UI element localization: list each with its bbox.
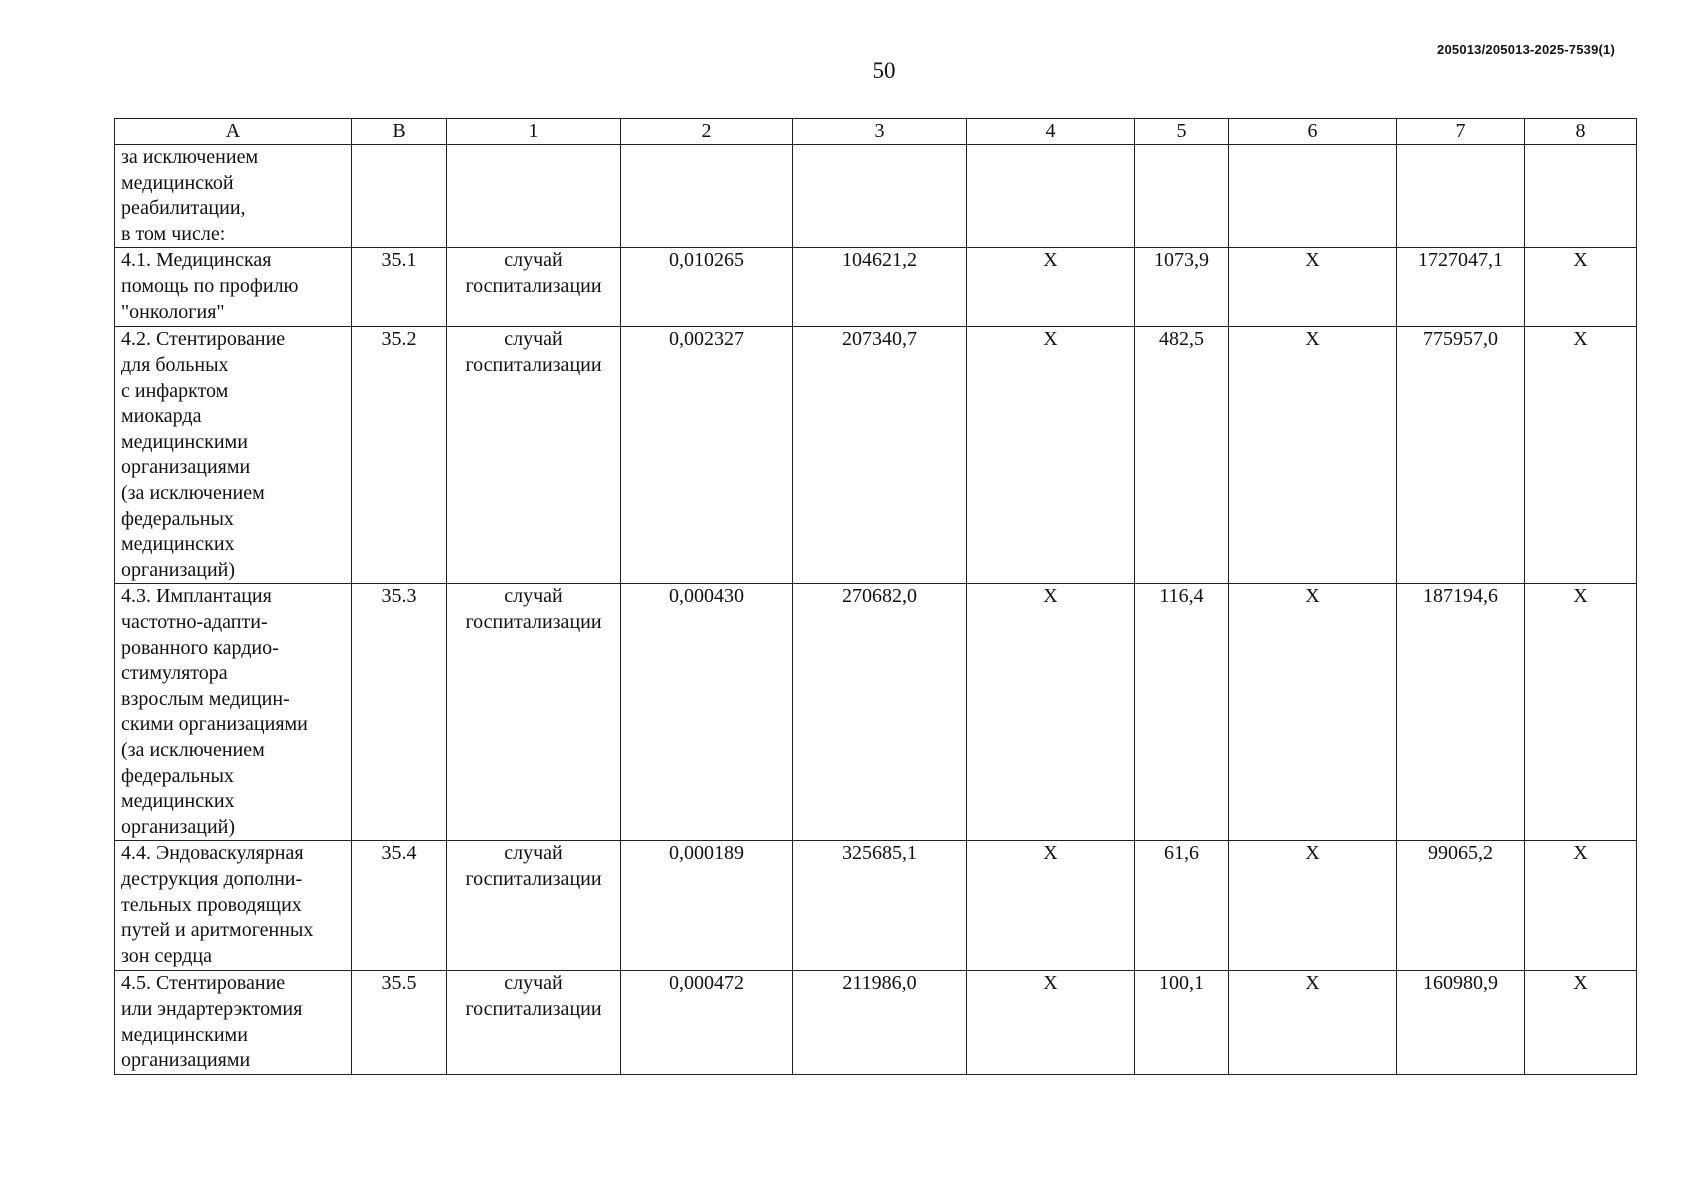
value-cell-6: Х <box>1229 327 1397 584</box>
value-cell-7: 187194,6 <box>1397 584 1525 841</box>
value-cell-4: Х <box>967 248 1135 327</box>
row-code-cell: 35.4 <box>352 841 447 971</box>
unit-cell: случай госпитализации <box>447 584 621 841</box>
value-cell-3 <box>793 145 967 248</box>
unit-cell: случай госпитализации <box>447 327 621 584</box>
value-cell-2: 0,000189 <box>621 841 793 971</box>
page-number: 50 <box>872 58 896 83</box>
value-cell-3: 104621,2 <box>793 248 967 327</box>
value-cell-7: 775957,0 <box>1397 327 1525 584</box>
table-row <box>115 248 1637 327</box>
row-code-cell: 35.2 <box>352 327 447 584</box>
unit-cell: случай госпитализации <box>447 841 621 971</box>
header-row <box>115 119 1637 145</box>
value-cell-3: 207340,7 <box>793 327 967 584</box>
value-cell-3: 325685,1 <box>793 841 967 971</box>
value-cell-6: Х <box>1229 841 1397 971</box>
table-row <box>115 841 1637 971</box>
value-cell-5: 100,1 <box>1135 971 1229 1075</box>
row-name-cell: 4.2. Стентирование для больных с инфарктом миокарда медицинскими организациями (за исключением федеральных медицинских организаций) <box>115 327 352 584</box>
value-cell-2: 0,010265 <box>621 248 793 327</box>
header-col-7: 7 <box>1397 119 1525 145</box>
header-col-8: 8 <box>1525 119 1637 145</box>
value-cell-8: Х <box>1525 327 1637 584</box>
value-cell-6: Х <box>1229 248 1397 327</box>
value-cell-8: Х <box>1525 841 1637 971</box>
table-row <box>115 327 1637 584</box>
value-cell-5: 1073,9 <box>1135 248 1229 327</box>
row-code-cell: 35.3 <box>352 584 447 841</box>
value-cell-7: 1727047,1 <box>1397 248 1525 327</box>
value-cell-2: 0,000430 <box>621 584 793 841</box>
value-cell-5: 482,5 <box>1135 327 1229 584</box>
value-cell-8: Х <box>1525 248 1637 327</box>
value-cell-2 <box>621 145 793 248</box>
header-col-5: 5 <box>1135 119 1229 145</box>
header-col-a: А <box>115 119 352 145</box>
value-cell-4: Х <box>967 841 1135 971</box>
document-code: 205013/205013-2025-7539(1) <box>1437 42 1615 57</box>
row-code-cell: 35.5 <box>352 971 447 1075</box>
value-cell-4: Х <box>967 327 1135 584</box>
header-col-4: 4 <box>967 119 1135 145</box>
value-cell-4: Х <box>967 584 1135 841</box>
header-col-3: 3 <box>793 119 967 145</box>
value-cell-5 <box>1135 145 1229 248</box>
header-col-b: В <box>352 119 447 145</box>
value-cell-2: 0,000472 <box>621 971 793 1075</box>
value-cell-7: 160980,9 <box>1397 971 1525 1075</box>
row-name-cell: за исключением медицинской реабилитации, в том числе: <box>115 145 352 248</box>
value-cell-8: Х <box>1525 584 1637 841</box>
value-cell-4: Х <box>967 971 1135 1075</box>
value-cell-7: 99065,2 <box>1397 841 1525 971</box>
unit-cell: случай госпитализации <box>447 248 621 327</box>
unit-cell <box>447 145 621 248</box>
value-cell-6 <box>1229 145 1397 248</box>
value-cell-5: 61,6 <box>1135 841 1229 971</box>
table-row <box>115 145 1637 248</box>
table-body <box>115 145 1637 1075</box>
table-row <box>115 971 1637 1075</box>
value-cell-6: Х <box>1229 971 1397 1075</box>
header-col-2: 2 <box>621 119 793 145</box>
row-code-cell <box>352 145 447 248</box>
header-col-6: 6 <box>1229 119 1397 145</box>
value-cell-2: 0,002327 <box>621 327 793 584</box>
row-name-cell: 4.5. Стентирование или эндартерэктомия медицинскими организациями <box>115 971 352 1075</box>
row-name-cell: 4.3. Имплантация частотно-адапти- рованного кардио- стимулятора взрослым медицин- скими организациями (за исключением федеральных медицинских организаций) <box>115 584 352 841</box>
value-cell-5: 116,4 <box>1135 584 1229 841</box>
row-name-cell: 4.1. Медицинская помощь по профилю "онкология" <box>115 248 352 327</box>
value-cell-3: 211986,0 <box>793 971 967 1075</box>
value-cell-8 <box>1525 145 1637 248</box>
header-col-1: 1 <box>447 119 621 145</box>
value-cell-3: 270682,0 <box>793 584 967 841</box>
value-cell-8: Х <box>1525 971 1637 1075</box>
value-cell-7 <box>1397 145 1525 248</box>
row-code-cell: 35.1 <box>352 248 447 327</box>
table-row <box>115 584 1637 841</box>
table-header <box>115 119 1637 145</box>
data-table <box>114 118 1637 1075</box>
row-name-cell: 4.4. Эндоваскулярная деструкция дополни- тельных проводящих путей и аритмогенных зон сердца <box>115 841 352 971</box>
value-cell-4 <box>967 145 1135 248</box>
unit-cell: случай госпитализации <box>447 971 621 1075</box>
value-cell-6: Х <box>1229 584 1397 841</box>
